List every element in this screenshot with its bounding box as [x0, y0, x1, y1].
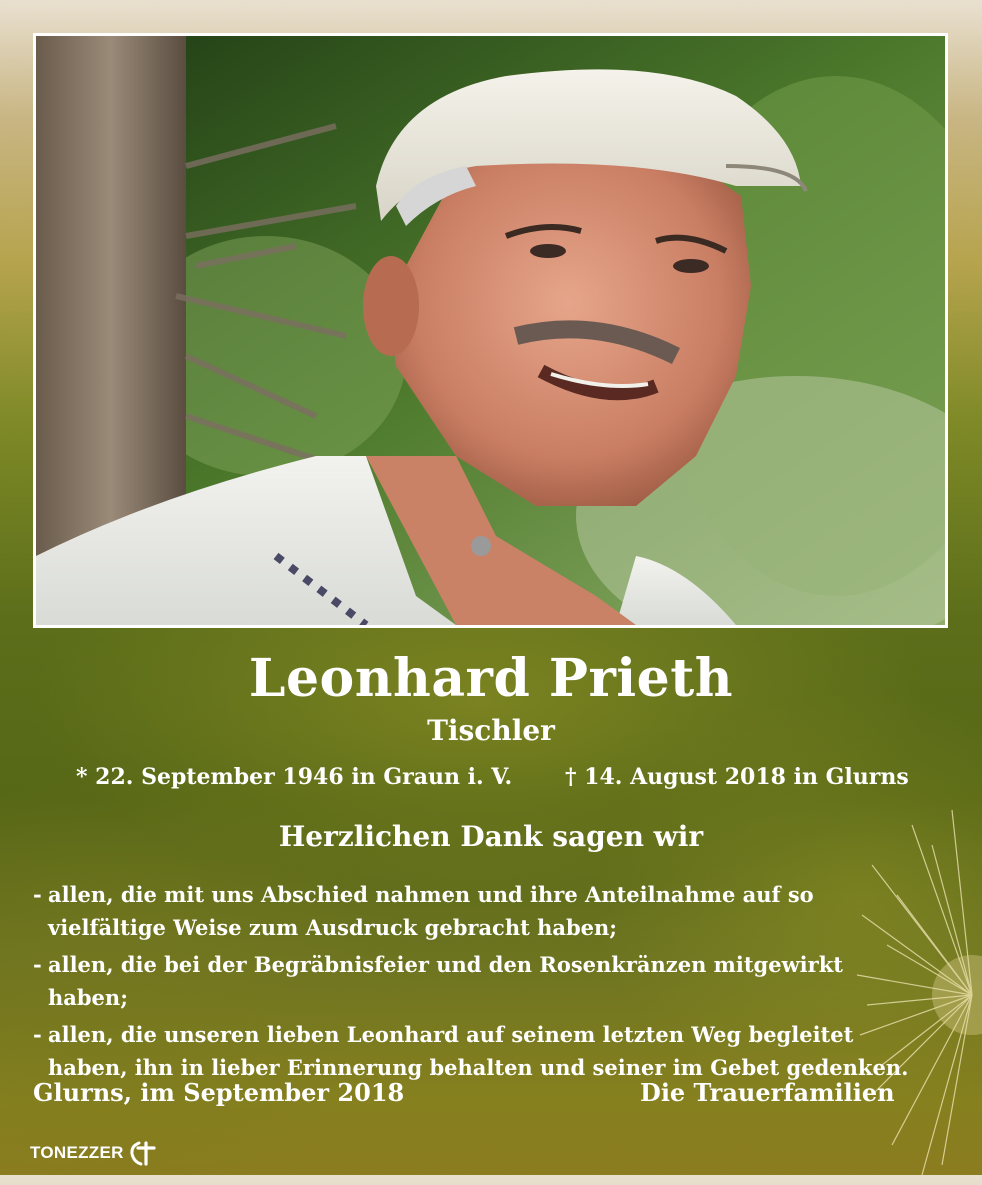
- deceased-profession: Tischler: [427, 714, 555, 747]
- place-and-date: Glurns, im September 2018: [33, 1078, 405, 1107]
- death-date: † 14. August 2018 in Glurns: [565, 764, 909, 790]
- brand-name: TONEZZER: [30, 1143, 124, 1162]
- tonezzer-cross-logo-icon: [128, 1140, 158, 1166]
- thanks-heading: Herzlichen Dank sagen wir: [278, 820, 704, 853]
- portrait-photo-frame: [33, 33, 948, 628]
- deceased-name: Leonhard Prieth: [248, 648, 734, 709]
- brand-mark: [30, 1140, 158, 1166]
- thanks-item: - allen, die mit uns Abschied nahmen und ihre Anteilnahme auf so vielfältige Weise zum Ausdruck gebracht haben;: [33, 878, 913, 944]
- thanks-item: - allen, die bei der Begräbnisfeier und den Rosenkränzen mitgewirkt haben;: [33, 948, 913, 1014]
- signature: Die Trauerfamilien: [640, 1078, 895, 1107]
- thanks-item: - allen, die unseren lieben Leonhard auf seinem letzten Weg begleitet haben, ihn in lieber Erinnerung behalten und seiner im Gebet gedenken.: [33, 1018, 913, 1084]
- birth-date: * 22. September 1946 in Graun i. V.: [76, 764, 513, 790]
- thanks-list: [33, 878, 913, 1088]
- portrait-photo: [36, 36, 945, 625]
